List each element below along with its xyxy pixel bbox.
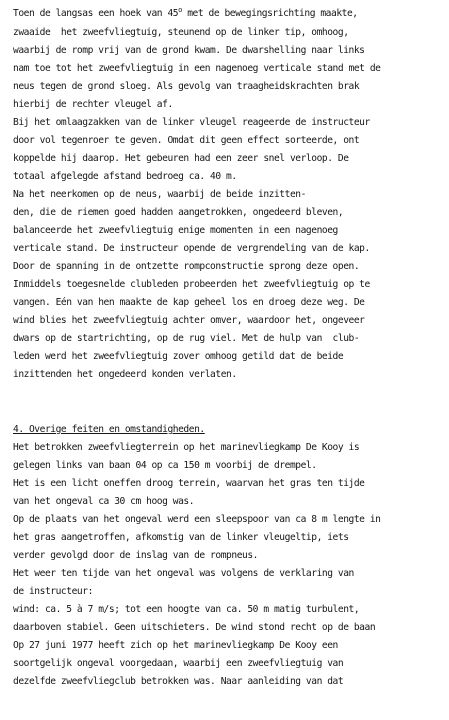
text-line: daarboven stabiel. Geen uitschieters. De wind stond recht op de baan <box>13 622 376 633</box>
section-heading: 4. Overige feiten en omstandigheden. <box>13 424 205 435</box>
text-line: Op 27 juni 1977 heeft zich op het marinevliegkamp De Kooy een <box>13 640 338 651</box>
text-line: hierbij de rechter vleugel af. <box>13 99 173 110</box>
text-line-end: met de bewegingsrichting maakte, <box>181 8 358 19</box>
text-line: Het weer ten tijde van het ongeval was volgens de verklaring van <box>13 568 354 579</box>
text-line: Door de spanning in de ontzette rompconstructie sprong deze open. <box>13 261 360 272</box>
text-line: Inmiddels toegesnelde clubleden probeerden het zweefvliegtuig op te <box>13 279 370 290</box>
text-line: wind: ca. 5 à 7 m/s; tot een hoogte van ca. 50 m matig turbulent, <box>13 604 360 615</box>
text-line: soortgelijk ongeval voorgedaan, waarbij een zweefvliegtuig van <box>13 658 344 669</box>
text-line: waarbij de romp vrij van de grond kwam. De dwarshelling naar links <box>13 45 365 56</box>
text-line: koppelde hij daarop. Het gebeuren had een zeer snel verloop. De <box>13 153 349 164</box>
text-line: Na het neerkomen op de neus, waarbij de beide inzitten- <box>13 189 306 200</box>
text-line: door vol tegenroer te geven. Omdat dit geen effect sorteerde, ont <box>13 135 360 146</box>
text-line: neus tegen de grond sloeg. Als gevolg van traagheidskrachten brak <box>13 81 360 92</box>
text-line: verticale stand. De instructeur opende de vergrendeling van de kap. <box>13 243 370 254</box>
text-line: het gras aangetroffen, afkomstig van de linker vleugeltip, iets <box>13 532 349 543</box>
text-line: totaal afgelegde afstand bedroeg ca. 40 m. <box>13 171 237 182</box>
text-line: dezelfde zweefvliegclub betrokken was. Naar aanleiding van dat <box>13 676 344 687</box>
text-line: wind blies het zweefvliegtuig achter omver, waardoor het, ongeveer <box>13 315 365 326</box>
text-line: Op de plaats van het ongeval werd een sleepspoor van ca 8 m lengte in <box>13 514 381 525</box>
text-line: nam toe tot het zweefvliegtuig in een nagenoeg verticale stand met de <box>13 63 381 74</box>
text-line-start: Toen de langsas een hoek van 45 <box>13 8 179 19</box>
text-line: Bij het omlaagzakken van de linker vleugel reageerde de instructeur <box>13 117 370 128</box>
text-line: leden werd het zweefvliegtuig zover omhoog getild dat de beide <box>13 351 344 362</box>
text-line: den, die de riemen goed hadden aangetrokken, ongedeerd bleven, <box>13 207 344 218</box>
text-line: vangen. Eén van hen maakte de kap geheel los en droeg deze weg. De <box>13 297 365 308</box>
text-line: gelegen links van baan 04 op ca 150 m voorbij de drempel. <box>13 460 317 471</box>
text-line <box>13 8 447 20</box>
text-line: Het betrokken zweefvliegterrein op het marinevliegkamp De Kooy is <box>13 442 360 453</box>
text-line: van het ongeval ca 30 cm hoog was. <box>13 496 195 507</box>
text-line: zwaaide het zweefvliegtuig, steunend op de linker tip, omhoog, <box>13 27 349 38</box>
text-line: verder gevolgd door de inslag van de rompneus. <box>13 550 258 561</box>
text-line: Het is een licht oneffen droog terrein, waarvan het gras ten tijde <box>13 478 365 489</box>
text-line: balanceerde het zweefvliegtuig enige momenten in een nagenoeg <box>13 225 338 236</box>
text-line: dwars op de startrichting, op de rug viel. Met de hulp van club- <box>13 333 360 344</box>
text-line: de instructeur: <box>13 586 93 597</box>
degree-superscript: o <box>178 8 182 14</box>
text-line: inzittenden het ongedeerd konden verlaten. <box>13 369 237 380</box>
